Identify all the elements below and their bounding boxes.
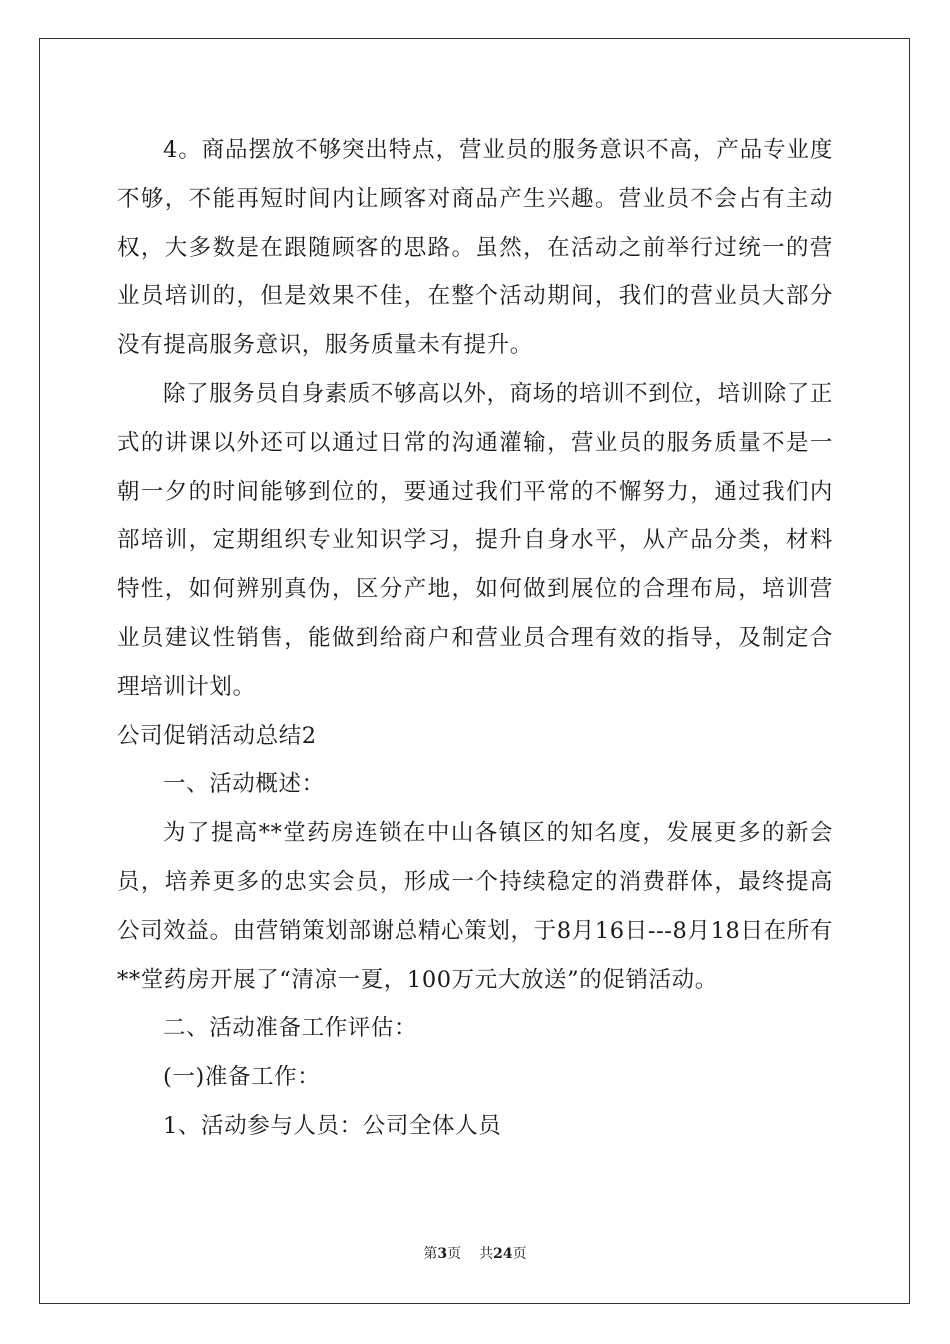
section-title: 公司促销活动总结2: [117, 722, 317, 749]
subheading-preparation-work: (一)准备工作：: [163, 1064, 321, 1091]
total-suffix: 页: [512, 1246, 527, 1262]
paragraph-activity-overview: 为了提高**堂药房连锁在中山各镇区的知名度，发展更多的新会员，培养更多的忠实会员，形成一个持续稳定的消费群体，最终提高公司效益。由营销策划部谢总精心策划，于8月16日---8月18日在所有**堂药房开展了“清凉一夏，100万元大放送”的促销活动。: [117, 820, 833, 993]
document-body: [117, 126, 833, 1151]
page-footer: [0, 1243, 950, 1263]
paragraph-sales-staff-issues: 4。商品摆放不够突出特点，营业员的服务意识不高，产品专业度不够，不能再短时间内让顾客对商品产生兴趣。营业员不会占有主动权，大多数是在跟随顾客的思路。虽然，在活动之前举行过统一的营业员培训的，但是效果不佳，在整个活动期间，我们的营业员大部分没有提高服务意识，服务质量未有提升。: [117, 137, 833, 359]
total-prefix: 共: [479, 1246, 494, 1262]
subheading-preparation-evaluation: 二、活动准备工作评估：: [163, 1015, 418, 1042]
page-prefix: 第: [423, 1246, 438, 1262]
subheading-activity-overview: 一、活动概述：: [163, 771, 325, 798]
page-total: 24: [493, 1246, 513, 1262]
list-item-participants: 1、活动参与人员：公司全体人员: [163, 1112, 502, 1139]
page-current: 3: [437, 1246, 448, 1262]
paragraph-training-improvement: 除了服务员自身素质不够高以外，商场的培训不到位，培训除了正式的讲课以外还可以通过日常的沟通灌输，营业员的服务质量不是一朝一夕的时间能够到位的，要通过我们平常的不懈努力，通过我们内部培训，定期组织专业知识学习，提升自身水平，从产品分类，材料特性，如何辨别真伪，区分产地，如何做到展位的合理布局，培训营业员建议性销售，能做到给商户和营业员合理有效的指导，及制定合理培训计划。: [117, 380, 833, 700]
page-suffix: 页: [447, 1246, 462, 1262]
